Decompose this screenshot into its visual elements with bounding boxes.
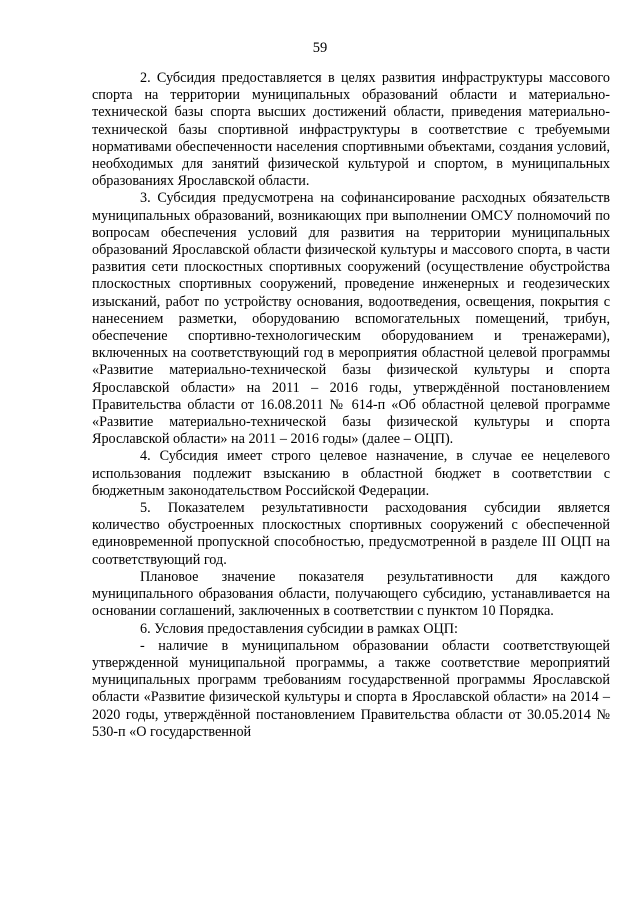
paragraph-3-cofinancing: 3. Субсидия предусмотрена на софинансирование расходных обязательств муниципальных образований, возникающих при выполнении ОМСУ полномочий по вопросам обеспечения условий для развития на территории муниципальных образований Ярославской области физической культуры и массового спорта, в части развития сети плоскостных спортивных сооружений (осуществление обустройства плоскостных спортивных сооружений, проведение инженерных и геодезических изысканий, работ по устройству основания, водоотведения, освещения, покрытия с нанесением разметки, оборудованию вспомогательных помещений, трибун, обеспечение спортивно-технологическим оборудованием и тренажерами), включенных на соответствующий год в мероприятия областной целевой программы «Развитие материально-технической базы физической культуры и спорта Ярославской области» на 2011 – 2016 годы, утверждённой постановлением Правительства области от 16.08.2011 № 614-п «Об областной целевой программе «Развитие материально-технической базы физической культуры и спорта Ярославской области» на 2011 – 2016 годы» (далее – ОЦП). <box>92 190 610 448</box>
paragraph-planned-value: Плановое значение показателя результативности для каждого муниципального образования области, получающего субсидию, устанавливается на основании соглашений, заключенных в соответствии с пунктом 10 Порядка. <box>92 568 610 620</box>
page-number: 59 <box>312 40 328 56</box>
paragraph-5-performance-indicator: 5. Показателем результативности расходования субсидии является количество обустроенных плоскостных спортивных сооружений с обеспеченной единовременной пропускной способностью, предусмотренной в разделе III ОЦП на соответствующий год. <box>92 500 610 568</box>
paragraph-4-targeted-use: 4. Субсидия имеет строго целевое назначение, в случае ее нецелевого использования подлежит взысканию в областной бюджет в соответствии с бюджетным законодательством Российской Федерации. <box>92 448 610 499</box>
paragraph-6-conditions: 6. Условия предоставления субсидии в рамках ОЦП: <box>140 620 458 637</box>
paragraph-2-purpose: 2. Субсидия предоставляется в целях развития инфраструктуры массового спорта на территории муниципальных образований области и материально-технической базы спорта высших достижений области, приведения материально-технической базы спортивной инфраструктуры в соответствие с требуемыми нормативами обеспеченности населения спортивными объектами, создания условий, необходимых для занятий физической культурой и спортом, в муниципальных образованиях Ярославской области. <box>92 70 610 190</box>
document-body <box>92 70 610 741</box>
paragraph-condition-municipal-program: - наличие в муниципальном образовании области соответствующей утвержденной муниципальной программы, а также соответствие мероприятий муниципальных программ требованиям государственной программы Ярославской области «Развитие физической культуры и спорта в Ярославской области» на 2014 – 2020 годы, утверждённой постановлением Правительства области от 30.05.2014 № 530-п «О государственной <box>92 637 610 740</box>
